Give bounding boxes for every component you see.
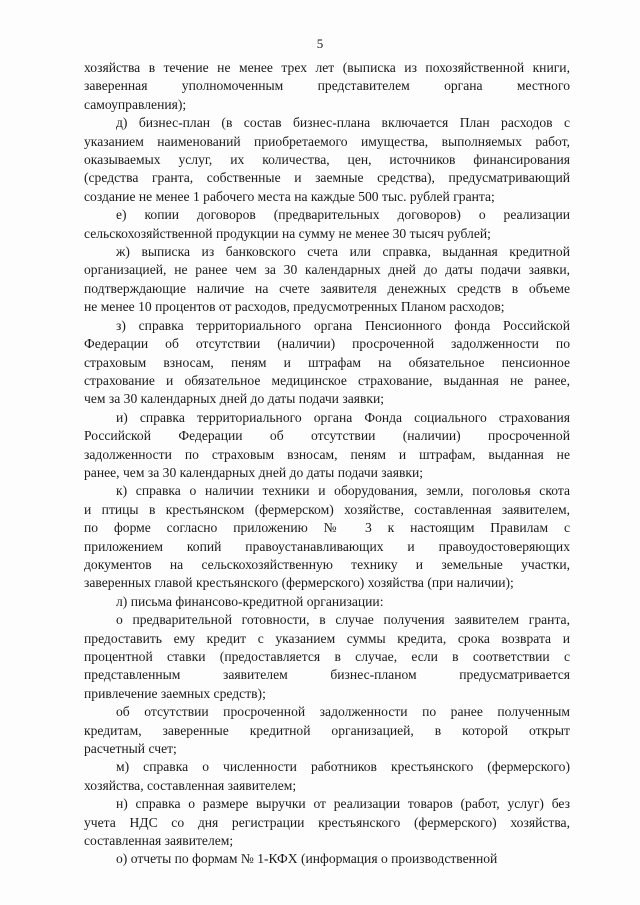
text-line: по форме согласно приложению № 3 к настоящим Правилам с <box>84 520 570 536</box>
text-line: хозяйства, составленная заявителем; <box>84 777 297 793</box>
text-line: самоуправления); <box>84 96 187 112</box>
text-line: приложением копий правоустанавливающих и правоудостоверяющих <box>84 538 570 554</box>
text-line: з) справка территориального органа Пенсионного фонда Российской <box>116 317 570 333</box>
text-line: расчетный счет; <box>84 741 177 757</box>
text-line: кредитам, заверенные кредитной организацией, в которой открыт <box>84 722 570 738</box>
paragraph <box>84 795 570 850</box>
text-line: составленная заявителем; <box>84 833 234 849</box>
text-line: и птицы в крестьянском (фермерском) хозяйстве, составленная заявителем, <box>84 501 570 517</box>
paragraph <box>84 317 570 409</box>
text-line: ж) выписка из банковского счета или справка, выданная кредитной <box>116 244 570 260</box>
document-body <box>84 59 570 869</box>
paragraph <box>84 593 570 611</box>
text-line: подтверждающие наличие на счете заявителя денежных средств в объеме <box>84 280 570 296</box>
text-line: чем за 30 календарных дней до даты подачи заявки; <box>84 391 385 407</box>
text-line: сельскохозяйственной продукции на сумму не менее 30 тысяч рублей; <box>84 225 491 241</box>
text-line: страхование и обязательное медицинское страхование, выданная не ранее, <box>84 372 570 388</box>
text-line: м) справка о численности работников крестьянского (фермерского) <box>116 759 570 775</box>
text-line: создание не менее 1 рабочего места на каждые 500 тыс. рублей гранта; <box>84 188 495 204</box>
text-line: документов на сельскохозяйственную технику и земельные участки, <box>84 556 570 572</box>
text-line: указанием наименований приобретаемого имущества, выполняемых работ, <box>84 133 570 149</box>
text-line: Российской Федерации об отсутствии (наличии) просроченной <box>84 428 570 444</box>
paragraph <box>84 409 570 483</box>
text-line: (средства гранта, собственные и заемные средства), предусматривающий <box>84 170 570 186</box>
text-line: привлечение заемных средств); <box>84 685 266 701</box>
text-line: о предварительной готовности, в случае получения заявителем гранта, <box>116 612 570 628</box>
text-line: задолженности по страховым взносам, пеням и штрафам, выданная не <box>84 446 570 462</box>
page-number: 5 <box>316 36 324 51</box>
text-line: е) копии договоров (предварительных договоров) о реализации <box>116 207 570 223</box>
paragraph <box>84 850 570 868</box>
paragraph <box>84 243 570 317</box>
text-line: предоставить ему кредит с указанием суммы кредита, срока возврата и <box>84 630 570 646</box>
text-line: Федерации об отсутствии (наличии) просроченной задолженности по <box>84 336 570 352</box>
paragraph <box>84 703 570 758</box>
text-line: л) письма финансово-кредитной организации: <box>116 593 384 609</box>
text-line: о) отчеты по формам № 1-КФХ (информация о производственной <box>116 851 498 867</box>
text-line: хозяйства в течение не менее трех лет (выписка из похозяйственной книги, <box>84 60 570 75</box>
text-line: к) справка о наличии техники и оборудования, земли, поголовья скота <box>116 483 570 499</box>
text-line: страховым взносам, пеням и штрафам на обязательное пенсионное <box>84 354 570 370</box>
text-line: н) справка о размере выручки от реализации товаров (работ, услуг) без <box>116 796 570 812</box>
paragraph <box>84 611 570 703</box>
text-line: заверенных главой крестьянского (фермерского) хозяйства (при наличии); <box>84 575 514 591</box>
paragraph <box>84 206 570 243</box>
text-line: организацией, не ранее чем за 30 календарных дней до даты подачи заявки, <box>84 262 570 278</box>
text-line: процентной ставки (предоставляется в случае, если в соответствии с <box>84 649 570 664</box>
paragraph <box>84 114 570 206</box>
text-line: д) бизнес-план (в состав бизнес-плана включается План расходов с <box>116 115 570 131</box>
text-line: заверенная уполномоченным представителем органа местного <box>84 78 570 94</box>
text-line: об отсутствии просроченной задолженности по ранее полученным <box>116 704 570 720</box>
text-line: представленным заявителем бизнес-планом предусматривается <box>84 667 570 683</box>
paragraph <box>84 758 570 795</box>
paragraph <box>84 482 570 592</box>
text-line: ранее, чем за 30 календарных дней до даты подачи заявки; <box>84 464 424 480</box>
text-line: учета НДС со дня регистрации крестьянского (фермерского) хозяйства, <box>84 814 570 830</box>
text-line: и) справка территориального органа Фонда социального страхования <box>116 409 570 425</box>
paragraph <box>84 59 570 114</box>
text-line: не менее 10 процентов от расходов, предусмотренных Планом расходов; <box>84 299 505 315</box>
text-line: оказываемых услуг, их количества, цен, источников финансирования <box>84 152 570 168</box>
